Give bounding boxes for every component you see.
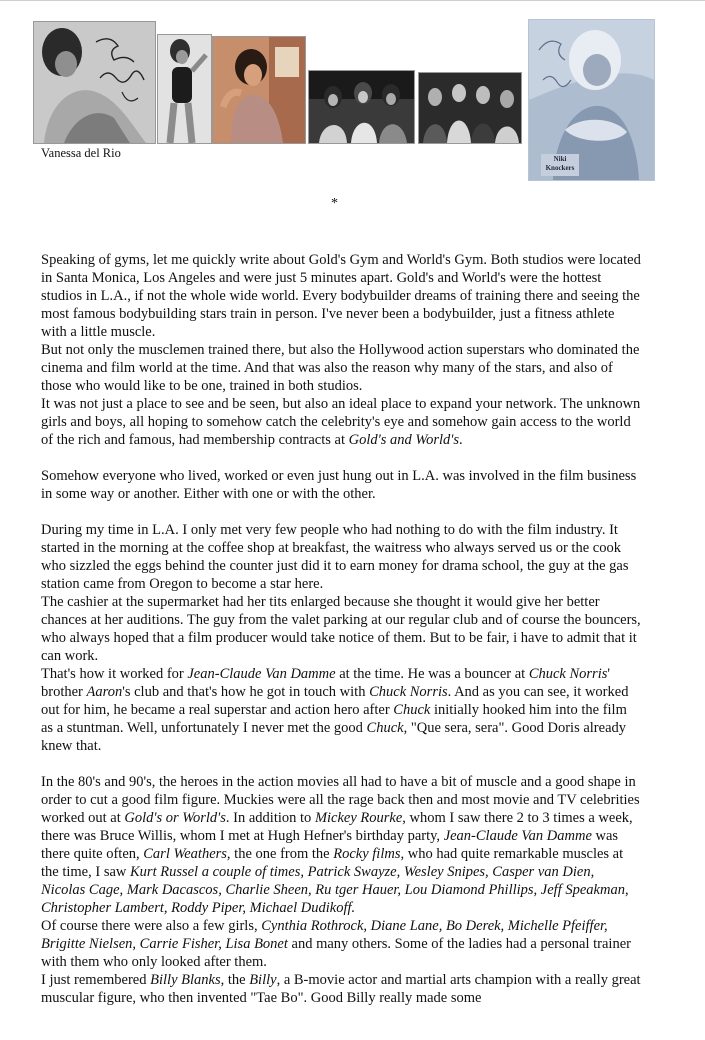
text-run: , whom I saw there 2 to 3 times a week, there was Bruce Willis, whom I met at Hugh Hefner's birthday party,: [41, 810, 633, 844]
italic-text: Chuck Norris: [369, 684, 448, 700]
text-run: and many others. Some of the ladies had a personal trainer with them who only looked after them.: [41, 936, 631, 970]
italic-text: Gold's and World's: [348, 432, 460, 448]
text-run: During my time in L.A. I only met very few people who had nothing to do with the film industry. It started in the morning at the coffee shop at breakfast, the waitress who always served us or the cook who sizzled the eggs behind the counter just did it to earn money for drama school, the guy at the gas station came from Oregon to become a star here.: [41, 522, 629, 592]
text-run: In the 80's and 90's, the heroes in the action movies all had to have a bit of muscle and a good shape in order to cut a good film figure. Muckies were all the rage back then and most movie and TV celebrities worked out at: [41, 774, 640, 826]
text-run: The cashier at the supermarket had her tits enlarged because she thought it would give her better chances at her auditions. The guy from the valet parking at our regular club and of course the bouncers, who always hoped that a film producer would take notice of them. But to be fair, i have to admit that it can work.: [41, 594, 641, 664]
photo-vanessa-portrait: [33, 21, 156, 144]
text-run: It was not just a place to see and be seen, but also an ideal place to expand your network. The unknown girls and boys, all hoping to somehow catch the celebrity's eye and somehow gain access to the world of the rich and famous, had membership contracts at: [41, 396, 641, 448]
italic-text: Billy: [249, 972, 277, 988]
article-body: [41, 251, 641, 1007]
text-run: ' brother: [41, 666, 610, 700]
section-separator: *: [331, 196, 338, 211]
italic-text: Gold's or World's: [124, 810, 226, 826]
article-paragraph: [41, 521, 641, 593]
italic-text: Mickey Rourke: [314, 810, 403, 826]
text-run: , a B-movie actor and martial arts champion with a really great muscular figure, who then invented "Tae Bo". Good Billy really made some: [41, 972, 641, 1006]
text-run: I just remembered: [41, 972, 151, 988]
article-paragraph: [41, 773, 641, 917]
italic-text: Chuck: [393, 702, 431, 718]
italic-text: Cynthia Rothrock, Diane Lane, Bo Derek, Michelle Pfeiffer, Brigitte Nielsen, Carrie Fisher, Lisa Bonet: [41, 918, 608, 952]
italic-text: Billy Blanks: [150, 972, 221, 988]
italic-text: Rocky films: [333, 846, 401, 862]
photo-niki-knockers: [528, 19, 655, 181]
text-run: . And as you can see, it worked out for him, he became a real superstar and action hero after: [41, 684, 629, 718]
italic-text: Jean-Claude Van Damme: [443, 828, 592, 844]
paragraph-gap: [41, 755, 641, 773]
paragraph-gap: [41, 449, 641, 467]
article-paragraph: [41, 971, 641, 1007]
italic-text: Chuck Norris: [528, 666, 608, 682]
article-paragraph: [41, 917, 641, 971]
text-run: , the one from the: [226, 846, 334, 862]
article-paragraph: [41, 665, 641, 755]
text-run: Of course there were also a few girls,: [41, 918, 262, 934]
text-run: , "Que sera, sera". Good Doris already knew that.: [41, 720, 627, 754]
text-run: was there quite often,: [41, 828, 619, 862]
text-run: , the: [220, 972, 250, 988]
italic-text: Chuck: [366, 720, 404, 736]
italic-text: Jean-Claude Van Damme: [187, 666, 336, 682]
photo-caption-vanessa: Vanessa del Rio: [41, 146, 121, 160]
top-divider: [0, 0, 705, 1]
paragraph-gap: [41, 503, 641, 521]
italic-text: Aaron: [86, 684, 123, 700]
photo-group-women: [308, 70, 415, 144]
article-paragraph: [41, 395, 641, 449]
text-run: . In addition to: [225, 810, 315, 826]
photo-bodybuilder-pose: [157, 34, 212, 144]
italic-text: Kurt Russel a couple of times, Patrick Swayze, Wesley Snipes, Casper van Dien, Nicolas Cage, Mark Dacascos, Charlie Sheen, Ru tger Hauer, Lou Diamond Phillips, Jeff Speakman, Christopher Lambert, Roddy Piper, Michael Dudikoff.: [41, 864, 629, 916]
text-run: 's club and that's how he got in touch with: [122, 684, 370, 700]
article-paragraph: [41, 341, 641, 395]
article-paragraph: [41, 593, 641, 665]
italic-text: Carl Weathers: [143, 846, 227, 862]
text-run: Somehow everyone who lived, worked or even just hung out in L.A. was involved in the film business in some way or another. Either with one or with the other.: [41, 468, 637, 502]
text-run: .: [459, 432, 463, 448]
text-run: But not only the musclemen trained there, but also the Hollywood action superstars who dominated the cinema and film world at the time. And that was also the reason why many of the stars, and also of those who would like to be one, trained in both studios.: [41, 342, 640, 394]
article-paragraph: [41, 251, 641, 341]
photo-party-group: [418, 72, 522, 144]
photo-caption-niki: Niki Knockers: [545, 155, 575, 172]
text-run: at the time. He was a bouncer at: [335, 666, 529, 682]
text-run: initially hooked him into the film as a stuntman. Well, unfortunately I never met the good: [41, 702, 627, 736]
text-run: , who had quite remarkable muscles at the time, I saw: [41, 846, 624, 880]
article-paragraph: [41, 467, 641, 503]
text-run: Speaking of gyms, let me quickly write about Gold's Gym and World's Gym. Both studios were located in Santa Monica, Los Angeles and were just 5 minutes apart. Gold's and World's were the hottest studios in L.A., if not the whole wide world. Every bodybuilder dreams of training there and seeing the most famous bodybuilding stars train in person. I've never been a bodybuilder, just a fitness athlete with a little muscle.: [41, 252, 641, 340]
text-run: That's how it worked for: [41, 666, 188, 682]
photo-color-fitness: [212, 36, 306, 144]
